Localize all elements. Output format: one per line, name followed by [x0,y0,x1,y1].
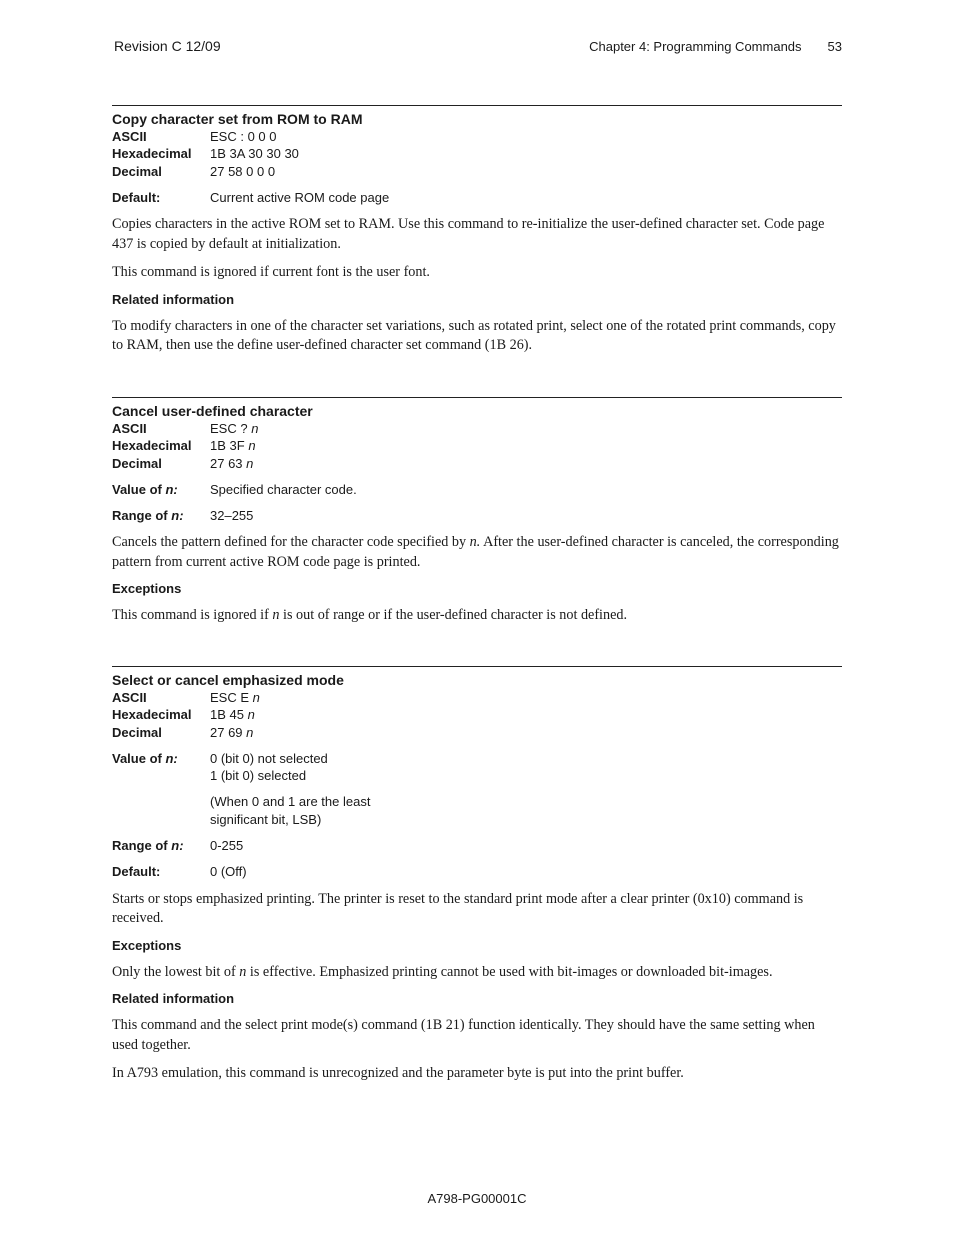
value-line-2: 1 (bit 0) selected [210,768,307,784]
default-label: Default: [112,864,161,880]
range-label [112,507,210,524]
hex-value: 1B 3A 30 30 30 [210,146,299,162]
value-label-param: n: [165,750,178,766]
related-info-heading: Related information [112,291,235,307]
range-text: 0-255 [210,838,244,854]
section-title: Copy character set from ROM to RAM [112,111,363,127]
description-text-a: Cancels the pattern defined for the character code specified by [112,534,467,551]
range-label-text: Range of [112,838,168,854]
ascii-label: ASCII [112,421,147,436]
hex-row [112,145,842,162]
ascii-param: n [251,421,259,436]
ascii-value [210,420,842,437]
ascii-value [210,689,842,706]
hex-value [210,437,842,454]
range-row [112,507,842,524]
decimal-code: 27 63 [210,455,243,471]
hex-label: Hexadecimal [112,438,192,454]
range-label-param: n: [171,838,184,854]
header-right [589,39,842,54]
hex-label: Hexadecimal [112,146,192,162]
ascii-row [112,689,842,706]
exceptions-text-b: is out of range or if the user-defined character is not defined. [283,607,628,624]
hex-param: n [247,707,255,723]
header-chapter: Chapter 4: Programming Commands [589,39,802,54]
exceptions-text-b: is effective. Emphasized printing cannot be used with bit-images or downloaded bit-images. [249,963,773,980]
exceptions-text-a: This command is ignored if [112,607,269,624]
value-label-text: Value of [112,750,162,766]
decimal-param: n [246,455,254,471]
related-info-heading: Related information [112,991,235,1007]
decimal-label: Decimal [112,724,162,740]
section-title: Select or cancel emphasized mode [112,672,344,688]
value-label-text: Value of [112,481,162,497]
hex-code: 1B 45 [210,707,244,723]
value-text: Specified character code. [210,481,357,497]
ascii-value: ESC : 0 0 0 [210,129,277,144]
note-paragraph: This command is ignored if current font is the user font. [112,264,430,281]
value-label [112,750,210,828]
decimal-param: n [246,724,254,740]
description-text-b: After the user-defined character is canceled, the corresponding pattern from current active ROM code page is printed. [112,534,839,570]
range-row [112,837,842,854]
ascii-label: ASCII [112,690,147,705]
ascii-row [112,128,842,145]
decimal-row [112,163,842,180]
value-text [210,750,842,828]
description-paragraph [112,533,842,572]
exceptions-text [112,963,842,983]
hex-label: Hexadecimal [112,707,192,723]
decimal-code: 27 69 [210,724,243,740]
exceptions-heading: Exceptions [112,937,182,953]
range-label [112,837,210,854]
description-paragraph: Starts or stops emphasized printing. The printer is reset to the standard print mode after a clear printer (0x10) command is received. [112,890,804,927]
exceptions-text-a: Only the lowest bit of [112,963,236,980]
value-row [112,481,842,498]
value-label-param: n: [165,481,178,497]
decimal-label: Decimal [112,163,162,179]
header-revision: Revision C 12/09 [114,38,221,54]
decimal-value [210,724,842,741]
decimal-value: 27 58 0 0 0 [210,163,276,179]
section-copy-character-set [112,105,842,356]
decimal-row [112,455,842,472]
value-note-line-1: (When 0 and 1 are the least [210,794,371,810]
exceptions-text [112,606,842,626]
description-param: n. [469,534,481,551]
range-label-param: n: [171,508,184,524]
value-row [112,750,842,828]
range-text: 32–255 [210,508,254,524]
default-row [112,863,842,880]
hex-value [210,706,842,723]
ascii-param: n [252,690,260,705]
default-row [112,189,842,206]
ascii-code: ESC ? [210,421,248,436]
exceptions-param: n [272,607,280,624]
decimal-label: Decimal [112,455,162,471]
hex-row [112,706,842,723]
value-note [210,793,842,828]
exceptions-param: n [239,963,247,980]
description-paragraph: Copies characters in the active ROM set to RAM. Use this command to re-initialize the user-defined character set. Code page 437 is copied by default at initialization. [112,216,825,252]
range-label-text: Range of [112,508,168,524]
decimal-value [210,455,842,472]
ascii-label: ASCII [112,129,147,144]
exceptions-heading: Exceptions [112,581,182,597]
emulation-note: In A793 emulation, this command is unrecognized and the parameter byte is put into the print buffer. [112,1065,684,1082]
default-label: Default: [112,189,161,205]
ascii-code: ESC E [210,690,250,705]
default-value: 0 (Off) [210,864,247,880]
footer-doc-number: A798-PG00001C [427,1191,527,1206]
section-divider [112,666,842,667]
section-emphasized-mode [112,666,842,1084]
section-title: Cancel user-defined character [112,403,313,419]
value-label [112,481,210,498]
value-note-line-2: significant bit, LSB) [210,811,322,827]
related-info-text: To modify characters in one of the character set variations, such as rotated print, select one of the rotated print commands, copy to RAM, then use the define user-defined character set command (1B 26). [112,317,836,354]
related-info-text: This command and the select print mode(s) command (1B 21) function identically. They should have the same setting when used together. [112,1017,815,1053]
default-value: Current active ROM code page [210,189,390,205]
hex-param: n [248,438,256,454]
decimal-row [112,724,842,741]
section-divider [112,105,842,106]
ascii-row [112,420,842,437]
section-cancel-user-defined [112,397,842,626]
hex-row [112,437,842,454]
hex-code: 1B 3F [210,438,245,454]
section-divider [112,397,842,398]
value-line-1: 0 (bit 0) not selected [210,750,328,766]
header-page-number: 53 [827,39,842,54]
